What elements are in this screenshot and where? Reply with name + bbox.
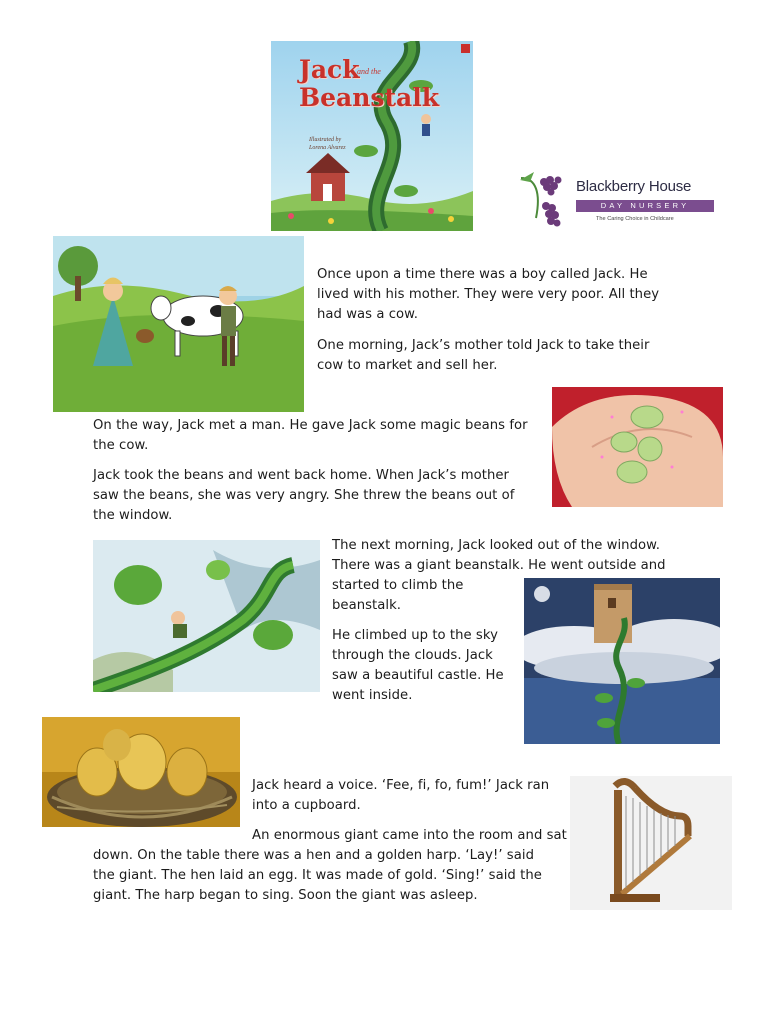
golden-eggs-nest-image <box>42 717 240 827</box>
cover-illustrator-label: Illustrated by <box>309 137 342 143</box>
story-paragraph-5b: started to climb the beanstalk. <box>332 578 464 613</box>
logo-name: Blackberry House <box>576 178 692 195</box>
blackberry-icon <box>516 168 576 234</box>
mother-jack-cow-image <box>53 236 304 412</box>
cover-illustrator-name: Lorena Alvarez <box>309 145 346 151</box>
story-paragraph-6: He climbed up to the sky through the clouds. Jack saw a beautiful castle. He went inside. <box>332 628 504 703</box>
story-paragraph-3: On the way, Jack met a man. He gave Jack some magic beans for the cow. <box>93 418 528 453</box>
logo-band: DAY NURSERY <box>576 200 714 212</box>
story-paragraph-4: Jack took the beans and went back home. When Jack’s mother saw the beans, she was very angry. She threw the beans out of the window. <box>93 468 515 523</box>
cover-title-and-the: and the <box>357 67 381 76</box>
blackberry-house-logo <box>516 168 718 234</box>
story-paragraph-5a: The next morning, Jack looked out of the window. There was a giant beanstalk. He went outside and <box>332 538 666 573</box>
story-paragraph-8b: down. On the table there was a hen and a golden harp. ‘Lay!’ said the giant. The hen laid an egg. It was made of gold. ‘Sing!’ said the giant. The harp began to sing. Soon the giant was asleep. <box>93 848 542 903</box>
jack-climbing-beanstalk-image <box>93 540 320 692</box>
story-paragraph-2: One morning, Jack’s mother told Jack to take their cow to market and sell her. <box>317 338 650 373</box>
golden-harp-image <box>570 776 732 910</box>
story-paragraph-8a: An enormous giant came into the room and sat <box>252 828 567 843</box>
story-paragraph-1: Once upon a time there was a boy called Jack. He lived with his mother. They were very poor. All they had was a cow. <box>317 267 660 322</box>
cover-title-jack: Jack <box>299 55 360 84</box>
cover-title-beanstalk: Beanstalk <box>299 83 440 112</box>
magic-beans-image <box>552 387 723 507</box>
logo-tagline: The Caring Choice in Childcare <box>596 216 674 222</box>
book-cover-image <box>271 41 473 231</box>
castle-in-clouds-image <box>524 578 720 744</box>
story-paragraph-7: Jack heard a voice. ‘Fee, fi, fo, fum!’ Jack ran into a cupboard. <box>252 778 550 813</box>
